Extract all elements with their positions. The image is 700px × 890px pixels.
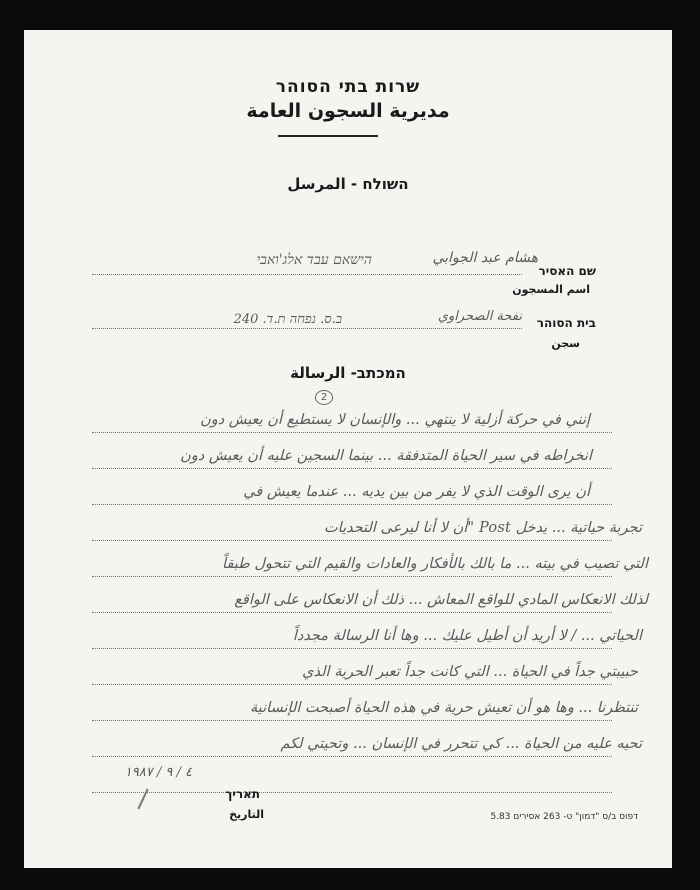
letter-section-title: המכתב- الرسالة	[290, 364, 406, 382]
letter-line: حبيبتي جداً في الحياة ... التي كانت جداً تعبر الحرية الذي	[302, 664, 638, 680]
prisoner-name-value-arabic: هشام عبد الجوابي	[432, 250, 538, 266]
date-value: ٤ / ٩ / ١٩٨٧	[124, 765, 192, 780]
letter-line: انخراطه في سير الحياة المتدفقة ... بينما السجين عليه أن يعيش دون	[180, 448, 592, 464]
letter-line: التي تصيب في بيته ... ما بالك بالأفكار والعادات والقيم التي تتحول طبقاً	[222, 556, 648, 572]
letter-line-rule	[92, 468, 612, 469]
date-label-arabic: التاريخ	[229, 808, 264, 821]
header-arabic: مديرية السجون العامة	[246, 100, 450, 122]
prison-line	[92, 328, 522, 329]
header-divider	[278, 135, 378, 137]
letter-line-rule	[92, 504, 612, 505]
prison-value-arabic: نفحة الصحراوي	[437, 309, 522, 324]
page-number-marker: 2	[315, 390, 333, 405]
prisoner-name-label-hebrew: שם האסיר	[538, 264, 596, 278]
letter-line: أن يرى الوقت الذي لا يفر من بين يديه ... عندما يعيش في	[243, 484, 590, 500]
letter-line-rule	[92, 648, 612, 649]
letter-line-rule	[92, 540, 612, 541]
prisoner-name-line	[92, 274, 522, 275]
letter-line: تنتظرنا ... وها هو أن تعيش حرية في هذه الحياة أصبحت الإنسانية	[249, 700, 638, 716]
prisoner-name-value-hebrew: הישאם עבד אלג'ואבי	[256, 252, 372, 268]
letter-form-sheet	[24, 30, 672, 868]
print-code: דפוס ב/ס "דמון" ט- 263 אסירים 5.83	[490, 812, 638, 822]
prison-value-hebrew: ב.ס. נפחה ת.ד. 240	[233, 312, 342, 327]
letter-line-rule	[92, 612, 612, 613]
header-hebrew: שרות בתי הסוהר	[275, 77, 421, 97]
letter-line-rule	[92, 792, 612, 793]
letter-line-rule	[92, 576, 612, 577]
letter-line: تحيه عليه من الحياة ... كي تتحرر في الإنسان ... وتحيتي لكم	[280, 736, 642, 752]
letter-line: لذلك الانعكاس المادي للواقع المعاش ... ذلك أن الانعكاس على الواقع	[234, 592, 648, 608]
prisoner-name-label-arabic: اسم المسجون	[512, 283, 590, 296]
letter-line-rule	[92, 720, 612, 721]
letter-line: تجربة حياتية ... يدخل Post "أن لا أنا ليرعى التحديات	[324, 520, 642, 536]
sender-section-title: השולח - المرسل	[287, 175, 409, 193]
letter-line-rule	[92, 684, 612, 685]
letter-line: الحياتي ... / لا أريد أن أطيل عليك ... وها أنا الرسالة مجدداً	[292, 628, 642, 644]
date-label-hebrew: תאריך	[225, 787, 260, 801]
letter-line-rule	[92, 756, 612, 757]
prison-label-arabic: سجن	[551, 337, 580, 350]
letter-line-rule	[92, 432, 612, 433]
prison-label-hebrew: בית הסוהר	[536, 316, 596, 330]
letter-line: إنني في حركة أزلية لا ينتهي ... والإنسان لا يستطيع أن يعيش دون	[200, 412, 590, 428]
